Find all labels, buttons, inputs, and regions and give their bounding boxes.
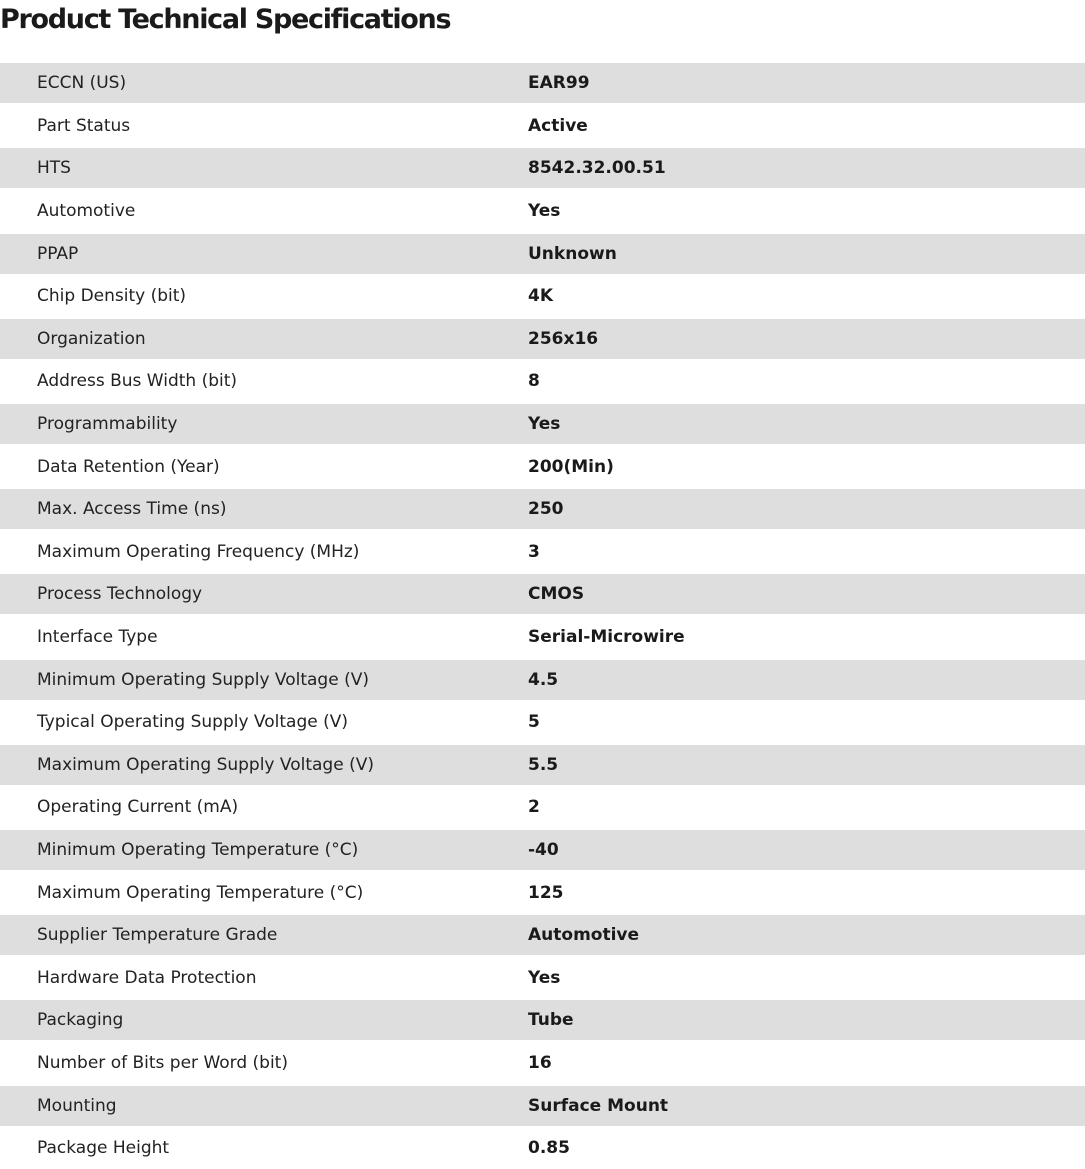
spec-value: 0.85 (528, 1138, 570, 1159)
spec-label: Supplier Temperature Grade (37, 925, 278, 946)
spec-label: PPAP (37, 243, 79, 264)
spec-label: Data Retention (Year) (37, 456, 220, 477)
spec-label: ECCN (US) (37, 73, 127, 94)
spec-row (0, 956, 1085, 999)
spec-label: Maximum Operating Supply Voltage (V) (37, 754, 374, 775)
spec-row (0, 574, 1085, 614)
spec-value: Unknown (528, 243, 617, 264)
spec-label: Hardware Data Protection (37, 967, 257, 988)
spec-value: Tube (528, 1010, 574, 1031)
spec-row (0, 489, 1085, 529)
spec-row (0, 63, 1085, 103)
spec-label: Part Status (37, 115, 131, 136)
spec-label: Number of Bits per Word (bit) (37, 1052, 288, 1073)
spec-row (0, 1042, 1085, 1085)
spec-row (0, 830, 1085, 870)
spec-value: EAR99 (528, 73, 590, 94)
spec-label: Operating Current (mA) (37, 797, 239, 818)
spec-row (0, 445, 1085, 488)
spec-value: 2 (528, 797, 540, 818)
spec-value: -40 (528, 839, 559, 860)
spec-row (0, 275, 1085, 318)
spec-value: Yes (528, 967, 561, 988)
spec-value: 4K (528, 286, 554, 307)
spec-value: Active (528, 115, 588, 136)
spec-value: Yes (528, 201, 561, 222)
spec-label: Minimum Operating Temperature (°C) (37, 839, 359, 860)
spec-label: Address Bus Width (bit) (37, 371, 238, 392)
spec-row (0, 786, 1085, 829)
spec-label: Interface Type (37, 627, 158, 648)
spec-label: HTS (37, 158, 71, 179)
spec-row (0, 531, 1085, 574)
spec-label: Chip Density (bit) (37, 286, 187, 307)
spec-value: 250 (528, 499, 564, 520)
page-title: Product Technical Specifications (0, 4, 451, 35)
spec-value: 200(Min) (528, 456, 614, 477)
spec-label: Packaging (37, 1010, 124, 1031)
spec-value: Yes (528, 414, 561, 435)
spec-label: Automotive (37, 201, 136, 222)
spec-row (0, 190, 1085, 233)
spec-row (0, 745, 1085, 785)
spec-value: 256x16 (528, 328, 599, 349)
spec-label: Typical Operating Supply Voltage (V) (37, 712, 348, 733)
spec-row (0, 360, 1085, 403)
spec-value: 3 (528, 541, 540, 562)
spec-table (0, 62, 1085, 1169)
spec-row (0, 234, 1085, 274)
spec-label: Max. Access Time (ns) (37, 499, 227, 520)
spec-value: 125 (528, 882, 564, 903)
spec-row (0, 616, 1085, 659)
spec-value: 8 (528, 371, 540, 392)
spec-row (0, 148, 1085, 188)
spec-row (0, 701, 1085, 744)
spec-row (0, 915, 1085, 955)
spec-value: 5 (528, 712, 540, 733)
spec-value: 4.5 (528, 669, 559, 690)
spec-row (0, 105, 1085, 148)
spec-label: Package Height (37, 1138, 170, 1159)
spec-label: Organization (37, 328, 146, 349)
spec-label: Programmability (37, 414, 178, 435)
spec-label: Minimum Operating Supply Voltage (V) (37, 669, 369, 690)
spec-label: Mounting (37, 1095, 117, 1116)
spec-label: Process Technology (37, 584, 203, 605)
spec-row (0, 319, 1085, 359)
spec-value: CMOS (528, 584, 585, 605)
spec-row (0, 660, 1085, 700)
spec-value: 8542.32.00.51 (528, 158, 666, 179)
spec-value: Automotive (528, 925, 640, 946)
spec-label: Maximum Operating Temperature (°C) (37, 882, 364, 903)
spec-row (0, 404, 1085, 444)
spec-value: 5.5 (528, 754, 559, 775)
spec-row (0, 1086, 1085, 1126)
spec-label: Maximum Operating Frequency (MHz) (37, 541, 360, 562)
spec-row (0, 871, 1085, 914)
spec-row (0, 1000, 1085, 1040)
spec-value: Surface Mount (528, 1095, 669, 1116)
spec-value: Serial-Microwire (528, 627, 685, 648)
spec-value: 16 (528, 1052, 552, 1073)
